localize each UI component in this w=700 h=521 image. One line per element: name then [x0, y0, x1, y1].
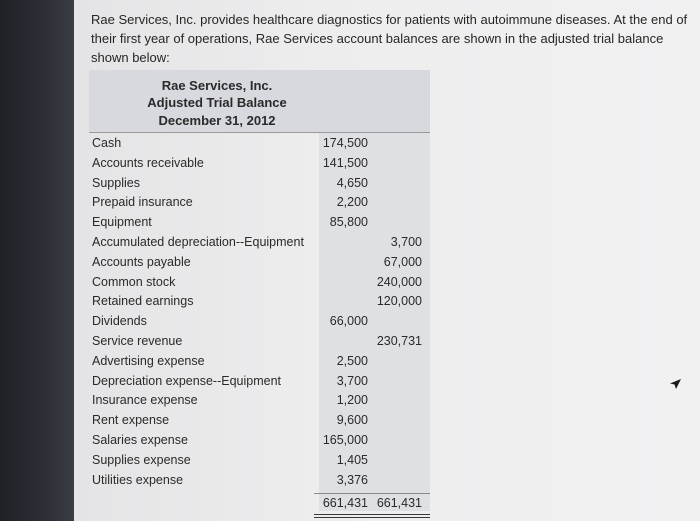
table-row [89, 372, 430, 392]
debit-amount: 141,500 [322, 155, 368, 170]
account-name: Dividends [92, 314, 147, 329]
table-row [89, 352, 430, 372]
debit-amount: 2,500 [336, 353, 368, 368]
credit-amount: 240,000 [376, 274, 422, 289]
account-name: Common stock [92, 274, 176, 289]
debit-amount: 9,600 [336, 413, 368, 428]
trial-balance-header [89, 70, 430, 132]
account-name: Salaries expense [92, 432, 188, 447]
statement-title: Adjusted Trial Balance [147, 95, 287, 110]
total-credit: 661,431 [376, 496, 422, 510]
table-row [89, 174, 430, 194]
account-name: Supplies expense [92, 452, 191, 467]
pointer-arrow-icon [668, 377, 682, 391]
debit-amount: 1,405 [336, 452, 368, 467]
debit-amount: 85,800 [329, 215, 368, 230]
credit-amount: 230,731 [376, 333, 422, 348]
account-name: Cash [92, 136, 122, 150]
account-name: Utilities expense [92, 472, 184, 487]
debit-amount: 3,700 [336, 373, 368, 388]
credit-amount: 3,700 [390, 234, 422, 249]
table-row [89, 431, 430, 451]
table-row [89, 213, 430, 233]
table-row [89, 292, 430, 312]
account-name: Accounts receivable [92, 155, 204, 170]
table-row [89, 411, 430, 431]
credit-amount: 67,000 [383, 254, 422, 269]
table-row [89, 233, 430, 253]
trial-balance-rows [89, 134, 430, 490]
totals-row [314, 493, 430, 515]
debit-amount: 2,200 [336, 195, 368, 210]
table-row [89, 312, 430, 332]
account-name: Insurance expense [92, 393, 198, 408]
debit-amount: 174,500 [322, 136, 368, 150]
account-name: Supplies [92, 175, 140, 190]
account-name: Depreciation expense--Equipment [92, 373, 281, 388]
table-row [89, 273, 430, 293]
table-row [89, 154, 430, 174]
debit-amount: 4,650 [336, 175, 368, 190]
credit-amount: 120,000 [376, 294, 422, 309]
account-name: Prepaid insurance [92, 195, 193, 210]
account-name: Rent expense [92, 413, 170, 428]
account-name: Accumulated depreciation--Equipment [92, 234, 304, 249]
account-name: Advertising expense [92, 353, 205, 368]
account-name: Accounts payable [92, 254, 191, 269]
account-name: Retained earnings [92, 294, 194, 309]
account-name: Equipment [92, 215, 152, 230]
table-row [89, 471, 430, 491]
table-row [89, 332, 430, 352]
table-row [89, 134, 430, 154]
table-row [89, 391, 430, 411]
statement-date: December 31, 2012 [158, 113, 276, 128]
table-row [89, 253, 430, 273]
debit-amount: 165,000 [322, 432, 368, 447]
debit-amount: 66,000 [329, 314, 368, 329]
left-dark-margin [0, 0, 74, 521]
company-name: Rae Services, Inc. [161, 78, 273, 93]
intro-paragraph: Rae Services, Inc. provides healthcare diagnostics for patients with autoimmune diseases. At the end of their first year of operations, Rae Services account balances are shown in the adjusted trial balance shown below: [91, 12, 688, 65]
debit-amount: 3,376 [336, 472, 368, 487]
total-debit: 661,431 [322, 496, 368, 510]
document-page [74, 0, 700, 521]
account-name: Service revenue [92, 333, 183, 348]
table-row [89, 193, 430, 213]
total-double-rule [314, 514, 430, 518]
debit-amount: 1,200 [336, 393, 368, 408]
table-row [89, 451, 430, 471]
